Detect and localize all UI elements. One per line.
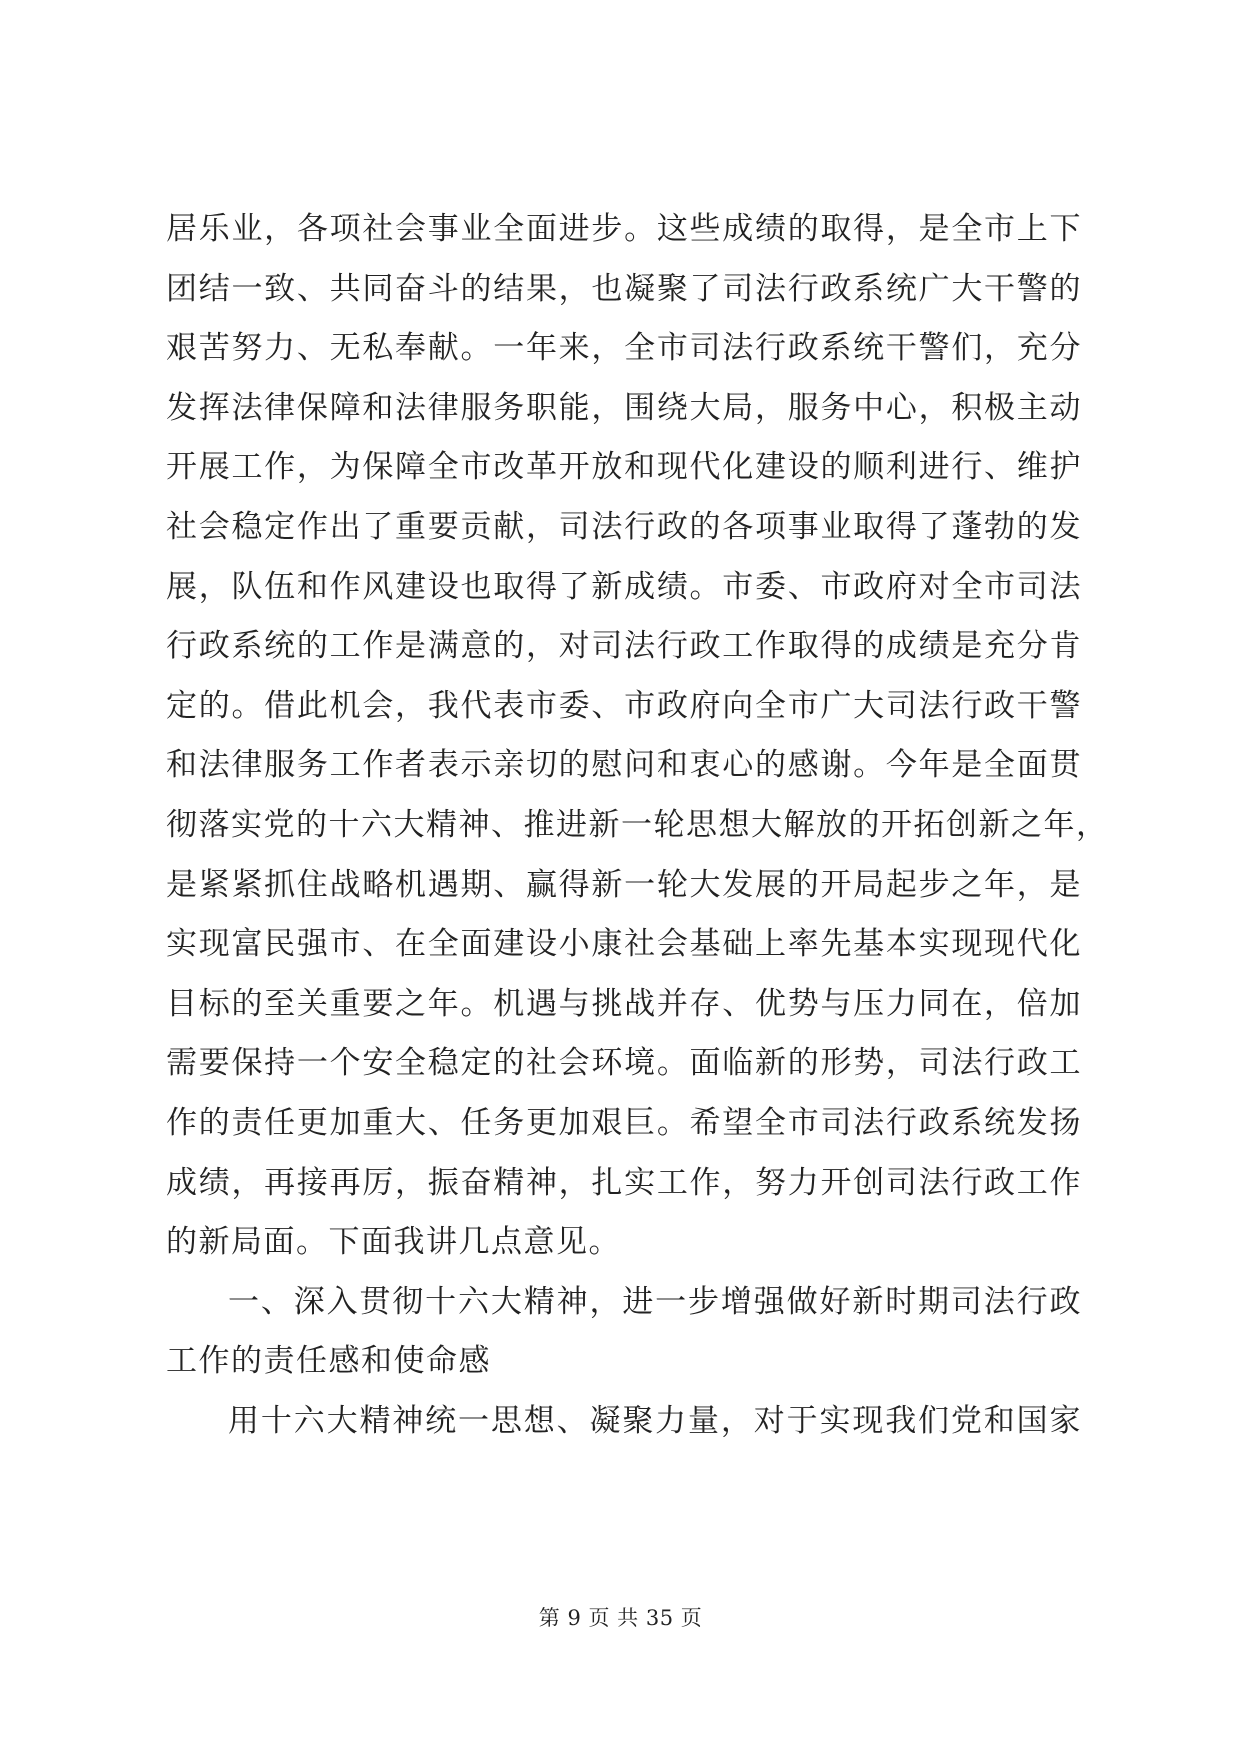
text-line: 成绩，再接再厉，振奋精神，扎实工作，努力开创司法行政工作	[166, 1164, 1082, 1201]
text-line: 社会稳定作出了重要贡献，司法行政的各项事业取得了蓬勃的发	[166, 508, 1082, 545]
page-number-footer: 第 9 页 共 35 页	[538, 1606, 703, 1630]
text-line: 是紧紧抓住战略机遇期、赢得新一轮大发展的开局起步之年，是	[166, 866, 1082, 903]
section-heading-line: 一、深入贯彻十六大精神，进一步增强做好新时期司法行政	[228, 1283, 1082, 1320]
text-line: 彻落实党的十六大精神、推进新一轮思想大解放的开拓创新之年，	[166, 806, 1109, 843]
text-line: 展，队伍和作风建设也取得了新成绩。市委、市政府对全市司法	[166, 568, 1082, 605]
text-line: 目标的至关重要之年。机遇与挑战并存、优势与压力同在，倍加	[166, 985, 1082, 1022]
text-line: 行政系统的工作是满意的，对司法行政工作取得的成绩是充分肯	[166, 628, 1082, 665]
text-line: 实现富民强市、在全面建设小康社会基础上率先基本实现现代化	[166, 926, 1082, 963]
text-line: 作的责任更加重大、任务更加艰巨。希望全市司法行政系统发扬	[166, 1104, 1082, 1141]
text-line: 居乐业，各项社会事业全面进步。这些成绩的取得，是全市上下	[166, 211, 1082, 247]
text-line: 艰苦努力、无私奉献。一年来，全市司法行政系统干警们，充分	[166, 330, 1082, 367]
section-heading-line: 工作的责任感和使命感	[166, 1343, 491, 1380]
text-line: 定的。借此机会，我代表市委、市政府向全市广大司法行政干警	[166, 687, 1082, 724]
text-line: 和法律服务工作者表示亲切的慰问和衷心的感谢。今年是全面贯	[166, 747, 1082, 784]
body-text	[166, 200, 1109, 1451]
text-line: 团结一致、共同奋斗的结果，也凝聚了司法行政系统广大干警的	[166, 270, 1082, 307]
text-line: 用十六大精神统一思想、凝聚力量，对于实现我们党和国家	[228, 1402, 1082, 1439]
text-line: 发挥法律保障和法律服务职能，围绕大局，服务中心，积极主动	[166, 389, 1082, 426]
text-line: 的新局面。下面我讲几点意见。	[166, 1224, 621, 1261]
text-line: 开展工作，为保障全市改革开放和现代化建设的顺利进行、维护	[166, 449, 1082, 486]
text-line: 需要保持一个安全稳定的社会环境。面临新的形势，司法行政工	[166, 1045, 1082, 1082]
